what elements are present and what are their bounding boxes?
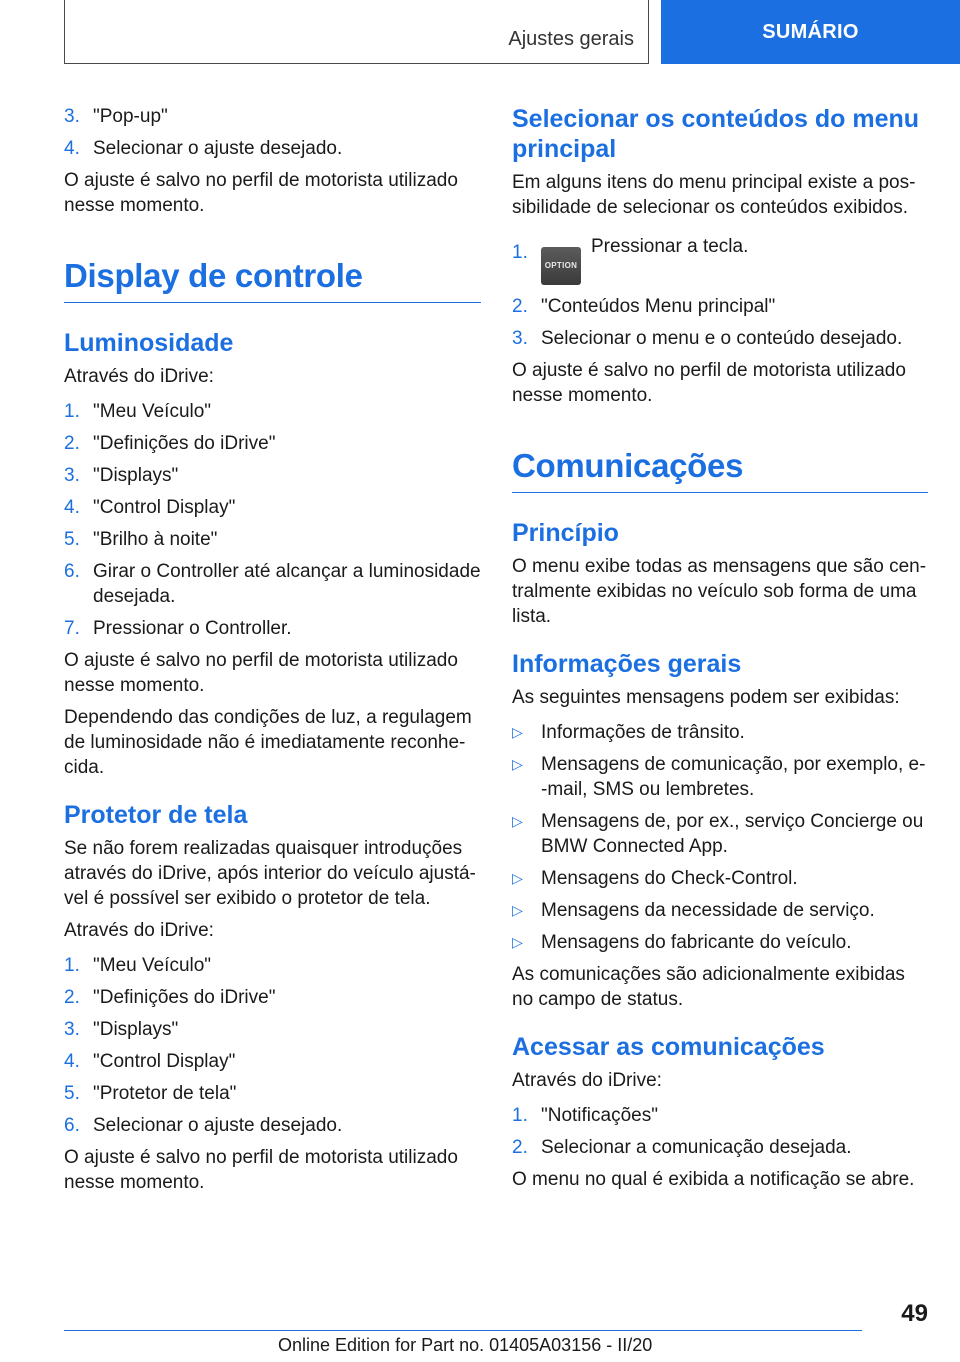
right-column — [512, 104, 928, 1199]
list-item: 3. "Displays" — [64, 1019, 179, 1040]
list-item: 2. "Conteúdos Menu principal" — [512, 296, 776, 317]
steps-list — [512, 1103, 928, 1160]
section-heading: Luminosidade — [64, 329, 234, 357]
list-item: 3. Selecionar o menu e o conteúdo desejado. — [512, 328, 903, 349]
steps-list — [64, 953, 481, 1138]
list-item: 4. "Control Display" — [64, 1051, 236, 1072]
table-of-contents-button[interactable]: SUMÁRIO — [661, 0, 960, 64]
edition-footer: Online Edition for Part no. 01405A03156 - II/20 — [278, 1335, 653, 1355]
bullet-triangle-icon: ▷ — [512, 934, 523, 950]
page-number: 49 — [901, 1300, 928, 1327]
list-item: 6. Selecionar o ajuste desejado. — [64, 1115, 343, 1136]
bullet-triangle-icon: ▷ — [512, 756, 523, 772]
paragraph: O ajuste é salvo no perfil de motorista utilizado nesse momento. — [64, 1147, 458, 1193]
paragraph: O ajuste é salvo no perfil de motorista utilizado nesse momento. — [64, 170, 458, 216]
paragraph: O ajuste é salvo no perfil de motorista utilizado nesse momento. — [64, 650, 458, 696]
paragraph: Através do iDrive: — [64, 920, 214, 941]
list-item: ▷ Mensagens da necessidade de serviço. — [512, 900, 875, 921]
option-key-icon: OPTION — [541, 247, 581, 285]
paragraph: As comunicações são adicionalmente exibidas no campo de status. — [512, 964, 905, 1010]
list-item: 5. "Protetor de tela" — [64, 1083, 237, 1104]
section-heading: Selecionar os conteúdos do menu principal — [512, 105, 920, 163]
list-item: 3. "Displays" — [64, 465, 179, 486]
bullet-triangle-icon: ▷ — [512, 813, 523, 829]
chapter-heading: Comunicações — [512, 446, 928, 493]
left-column — [64, 104, 481, 1202]
paragraph: O ajuste é salvo no perfil de motorista utilizado nesse momento. — [512, 360, 906, 406]
list-item: 7. Pressionar o Controller. — [64, 618, 292, 639]
list-item: 2. "Definições do iDrive" — [64, 987, 276, 1008]
list-item: ▷ Informações de trânsito. — [512, 722, 745, 743]
section-heading: Acessar as comunicações — [512, 1033, 825, 1061]
list-item: 2. Selecionar a comunicação desejada. — [512, 1137, 852, 1158]
list-item: ▷ Mensagens do Check-Control. — [512, 868, 798, 889]
paragraph: Se não forem realizadas quaisquer introduções através do iDrive, após interior do veículo ajustá-vel é possível ser exibido o protetor de tela. — [64, 838, 476, 909]
paragraph: Através do iDrive: — [64, 366, 214, 387]
bullet-triangle-icon: ▷ — [512, 902, 523, 918]
list-item: 1. "Meu Veículo" — [64, 401, 212, 422]
list-item: ▷ Mensagens de, por ex., serviço Concierge ou BMW Connected App. — [512, 811, 924, 857]
list-item: 4. Selecionar o ajuste desejado. — [64, 138, 343, 159]
bullet-triangle-icon: ▷ — [512, 870, 523, 886]
list-item: ▷ Mensagens de comunicação, por exemplo, e--mail, SMS ou lembretes. — [512, 754, 926, 800]
paragraph: As seguintes mensagens podem ser exibidas: — [512, 687, 900, 708]
section-title: Ajustes gerais — [508, 28, 634, 50]
section-heading: Protetor de tela — [64, 801, 248, 829]
footer-divider — [64, 1330, 862, 1331]
paragraph: Em alguns itens do menu principal existe a pos-sibilidade de selecionar os conteúdos exibidos. — [512, 172, 916, 218]
list-item: 2. "Definições do iDrive" — [64, 433, 276, 454]
list-item: 6. Girar o Controller até alcançar a luminosidade desejada. — [64, 561, 481, 607]
section-heading: Princípio — [512, 519, 619, 547]
list-item: 1. OPTIONPressionar a tecla. — [512, 234, 928, 285]
list-item: 1. "Meu Veículo" — [64, 955, 212, 976]
bullet-list — [512, 720, 928, 955]
paragraph: O menu exibe todas as mensagens que são cen-tralmente exibidas no veículo sob forma de uma lista. — [512, 556, 927, 627]
steps-list — [64, 399, 481, 641]
list-item: 5. "Brilho à noite" — [64, 529, 218, 550]
bullet-triangle-icon: ▷ — [512, 724, 523, 740]
paragraph: Através do iDrive: — [512, 1070, 662, 1091]
paragraph: O menu no qual é exibida a notificação se abre. — [512, 1169, 915, 1190]
list-continued — [64, 104, 481, 161]
list-item: 4. "Control Display" — [64, 497, 236, 518]
steps-list — [512, 234, 928, 351]
header-section-box — [64, 0, 649, 64]
section-heading: Informações gerais — [512, 650, 742, 678]
list-item: 3. "Pop-up" — [64, 106, 168, 127]
chapter-heading: Display de controle — [64, 256, 481, 303]
paragraph: Dependendo das condições de luz, a regulagem de luminosidade não é imediatamente reconhe-cida. — [64, 707, 472, 778]
list-item: 1. "Notificações" — [512, 1105, 658, 1126]
list-item: ▷ Mensagens do fabricante do veículo. — [512, 932, 852, 953]
